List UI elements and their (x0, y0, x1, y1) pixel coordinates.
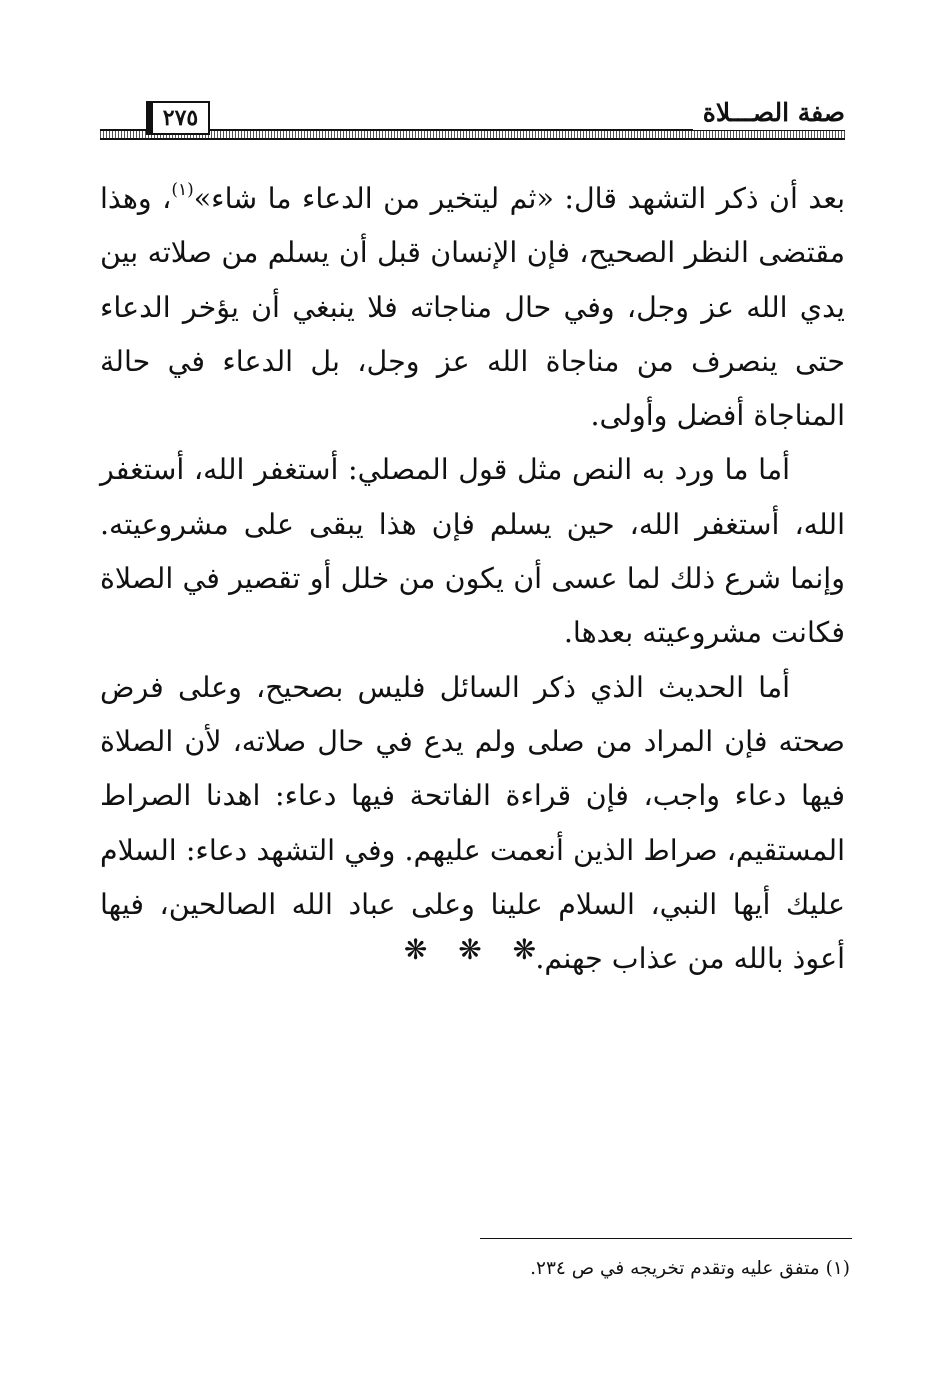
footnote-text: متفق عليه وتقدم تخريجه في ص ٢٣٤. (530, 1258, 820, 1279)
paragraph-1-start: بعد أن ذكر التشهد قال: «ثم ليتخير من الدعاء ما شاء» (193, 182, 845, 215)
paragraph-3: أما الحديث الذي ذكر السائل فليس بصحيح، وعلى فرض صحته فإن المراد من صلى ولم يدع في حال صلاته، لأن الصلاة فيها دعاء واجب، فإن قراءة الفاتحة فيها دعاء: اهدنا الصراط المستقيم، صراط الذين أنعمت عليهم. وفي التشهد دعاء: السلام عليك أيها النبي، السلام علينا وعلى عباد الله الصالحين، فيها أعوذ بالله من عذاب جهنم. (100, 670, 845, 976)
footnote-number: (١) (825, 1258, 850, 1279)
page-number: ٢٧٥ (146, 101, 210, 135)
header-rule (100, 129, 845, 140)
paragraph-1-end: ، وهذا مقتضى النظر الصحيح، فإن الإنسان قبل أن يسلم من صلاته بين يدي الله عز وجل، وفي حال مناجاته فلا ينبغي أن يؤخر الدعاء حتى ينصرف من مناجاة الله عز وجل، بل الدعاء في حالة المناجاة أفضل وأولى. (100, 182, 845, 433)
footnote-reference: (١) (171, 180, 194, 200)
section-separator: ❋ ❋ ❋ (403, 933, 537, 966)
paragraph-1 (100, 172, 845, 443)
body-text (100, 172, 845, 986)
page-header (100, 96, 845, 144)
running-title: صفة الصـــلاة (693, 96, 845, 130)
footnote (420, 1254, 850, 1284)
footnote-divider (480, 1238, 852, 1239)
paragraph-2: أما ما ورد به النص مثل قول المصلي: أستغفر الله، أستغفر الله، أستغفر الله، حين يسلم فإن هذا يبقى على مشروعيته. وإنما شرع ذلك لما عسى أن يكون من خلل أو تقصير في الصلاة فكانت مشروعيته بعدها. (100, 453, 845, 650)
